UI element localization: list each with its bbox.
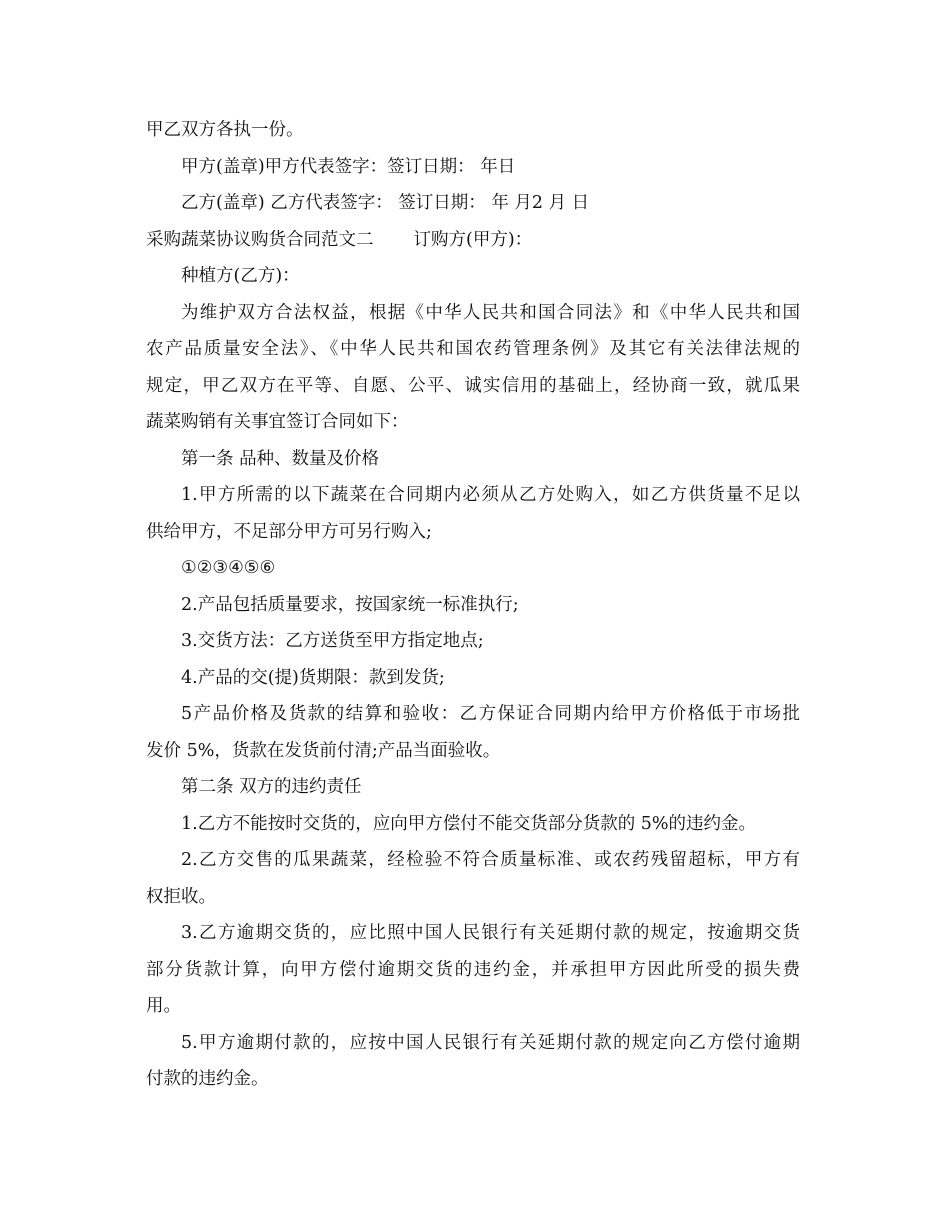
text-line: 农产品质量安全法》、《中华人民共和国农药管理条例》及其它有关法律法规的 bbox=[146, 339, 800, 359]
document-title: 采购蔬菜协议购货合同范文二 bbox=[146, 229, 374, 250]
text-line: 付款的违约金。 bbox=[146, 1069, 269, 1089]
text-line: 供给甲方，不足部分甲方可另行购入; bbox=[146, 521, 432, 542]
text-line: 规定，甲乙双方在平等、自愿、公平、诚实信用的基础上，经协商一致，就瓜果 bbox=[146, 375, 800, 396]
text-line: 部分货款计算，向甲方偿付逾期交货的违约金，并承担甲方因此所受的损失费 bbox=[146, 959, 800, 980]
article-heading: 第二条 双方的违约责任 bbox=[181, 777, 362, 797]
buyer-label: 订购方(甲方)： bbox=[413, 229, 533, 250]
text-line: 5.甲方逾期付款的，应按中国人民银行有关延期付款的规定向乙方偿付逾期 bbox=[181, 1032, 800, 1053]
article-heading: 第一条 品种、数量及价格 bbox=[181, 448, 380, 469]
text-line: 蔬菜购销有关事宜签订合同如下： bbox=[146, 412, 409, 432]
text-line: 2.乙方交售的瓜果蔬菜，经检验不符合质量标准、或农药残留超标，甲方有 bbox=[181, 850, 800, 870]
document-page bbox=[146, 112, 800, 1098]
grower-label: 种植方(乙方)： bbox=[181, 266, 300, 286]
text-line: 权拒收。 bbox=[146, 886, 216, 907]
signature-line-party-b: 乙方(盖章) 乙方代表签字： 签订日期： 年 月2 月 日 bbox=[181, 193, 590, 213]
text-line: 2.产品包括质量要求，按国家统一标准执行; bbox=[181, 594, 519, 615]
text-line: 用。 bbox=[146, 996, 181, 1016]
text-line: 3.乙方逾期交货的，应比照中国人民银行有关延期付款的规定，按逾期交货 bbox=[181, 923, 800, 943]
numbered-markers: ①②③④⑤⑥ bbox=[181, 558, 276, 578]
text-line: 甲乙双方各执一份。 bbox=[146, 120, 304, 140]
section-heading-line bbox=[146, 222, 800, 259]
text-line: 为维护双方合法权益，根据《中华人民共和国合同法》和《中华人民共和国 bbox=[181, 302, 800, 323]
text-line: 3.交货方法：乙方送货至甲方指定地点; bbox=[181, 631, 484, 651]
text-line: 5产品价格及货款的结算和验收：乙方保证合同期内给甲方价格低于市场批 bbox=[181, 704, 800, 724]
text-line: 4.产品的交(提)货期限：款到发货; bbox=[181, 667, 445, 688]
text-line: 1.甲方所需的以下蔬菜在合同期内必须从乙方处购入，如乙方供货量不足以 bbox=[181, 485, 800, 505]
text-line: 发价 5%，货款在发货前付清;产品当面验收。 bbox=[146, 740, 501, 761]
signature-line-party-a: 甲方(盖章)甲方代表签字：签订日期： 年日 bbox=[181, 156, 516, 177]
text-line: 1.乙方不能按时交货的，应向甲方偿付不能交货部分货款的 5%的违约金。 bbox=[181, 813, 757, 834]
